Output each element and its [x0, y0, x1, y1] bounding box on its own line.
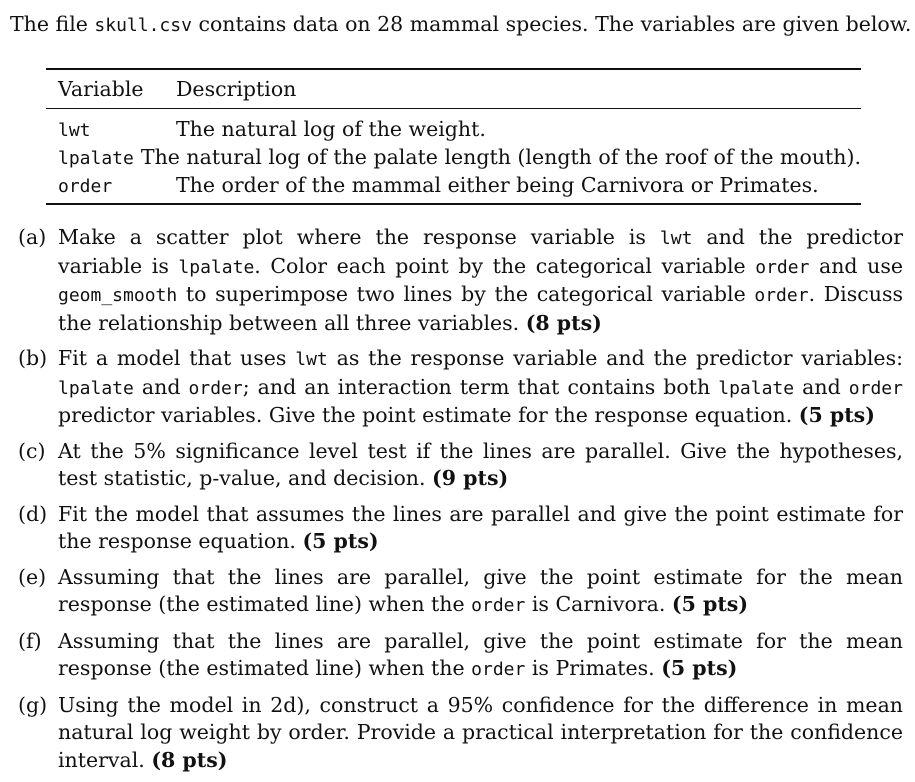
- code-term: order: [755, 256, 810, 278]
- question-text-run: . Discuss the relationship between all three variables.: [58, 282, 903, 335]
- code-term: lwt: [659, 228, 693, 249]
- question-text-run: is Primates.: [525, 656, 662, 680]
- question-text: [58, 501, 903, 556]
- question-text-run: ; and an interaction term that contains both: [242, 374, 719, 399]
- code-term: order: [754, 285, 809, 306]
- question-text-run: and use: [809, 253, 903, 278]
- question-text-run: to superimpose two lines by the categorical variable: [177, 282, 755, 306]
- question-text: [58, 628, 903, 684]
- question-text: [58, 438, 903, 493]
- question-text: [58, 224, 903, 337]
- question-text-run: Assuming that the lines are parallel, give the point estimate for the mean response (the estimated line) when the: [58, 564, 903, 616]
- points-value: (8 pts): [151, 747, 228, 772]
- table-header-variable: Variable: [58, 77, 144, 101]
- table-row-description: The natural log of the palate length (length of the roof of the mouth).: [140, 145, 861, 169]
- table-header-description: Description: [176, 77, 297, 101]
- table-row: [46, 115, 861, 143]
- table-row: [46, 143, 861, 171]
- points-value: (5 pts): [671, 592, 749, 616]
- intro-sentence: [10, 12, 911, 36]
- variable-table: [46, 68, 861, 205]
- question-text-run: Assuming that the lines are parallel, give the point estimate for the mean response (the estimated line) when the: [58, 628, 903, 680]
- table-row: [46, 171, 861, 199]
- question-text-run: Using the model in 2d), construct a 95% confidence for the difference in mean natural log weight by order. Provide a practical interpretation for the confidence interval.: [58, 692, 903, 772]
- code-term: lpalate: [178, 256, 255, 278]
- points-value: (9 pts): [432, 466, 509, 490]
- question-text-run: and: [133, 374, 189, 399]
- table-row-variable: lwt: [58, 120, 91, 141]
- question-label: (g): [18, 692, 48, 717]
- question-text: [58, 692, 903, 775]
- table-bottom-rule: [46, 203, 861, 205]
- points-value: (5 pts): [798, 403, 875, 427]
- table-row-variable: lpalate: [58, 148, 134, 169]
- question-item: [18, 438, 903, 493]
- question-text-run: is Carnivora.: [525, 592, 672, 616]
- question-label: (a): [18, 225, 47, 249]
- question-text: [58, 345, 903, 430]
- question-text-run: At the 5% significance level test if the lines are parallel. Give the hypotheses, test statistic, p-value, and decision.: [58, 438, 903, 490]
- question-item: [18, 501, 903, 556]
- question-text-run: and: [794, 374, 849, 399]
- question-text-run: as the response variable and the predictor variables:: [327, 346, 903, 370]
- question-item: [18, 692, 903, 775]
- code-term: order: [471, 595, 526, 616]
- question-text-run: Make a scatter plot where the response variable is: [58, 225, 660, 249]
- code-term: order: [471, 659, 526, 680]
- intro-prefix: The file: [10, 12, 95, 36]
- code-term: order: [188, 377, 243, 399]
- question-label: (c): [18, 438, 46, 463]
- table-row-description: The order of the mammal either being Carnivora or Primates.: [176, 173, 819, 197]
- code-term: lwt: [295, 349, 328, 370]
- question-text-run: Fit the model that assumes the lines are parallel and give the point estimate for the response equation.: [58, 501, 903, 553]
- table-row-description: The natural log of the weight.: [176, 117, 486, 141]
- code-term: order: [848, 377, 903, 399]
- question-text-run: predictor variables. Give the point estimate for the response equation.: [58, 403, 799, 427]
- table-header-row: [46, 70, 861, 108]
- question-label: (b): [18, 346, 48, 370]
- code-term: geom_smooth: [58, 285, 178, 306]
- question-item: [18, 224, 903, 337]
- question-item: [18, 345, 903, 430]
- points-value: (5 pts): [661, 656, 738, 680]
- question-item: [18, 628, 903, 684]
- intro-filename: skull.csv: [94, 15, 192, 36]
- question-text: [58, 564, 903, 620]
- intro-suffix: contains data on 28 mammal species. The variables are given below.: [191, 12, 912, 36]
- question-list: [18, 224, 903, 782]
- question-label: (d): [18, 501, 48, 526]
- table-row-variable: order: [58, 176, 113, 197]
- code-term: lpalate: [58, 377, 134, 399]
- points-value: (8 pts): [525, 310, 602, 335]
- question-item: [18, 564, 903, 620]
- points-value: (5 pts): [302, 529, 379, 553]
- code-term: lpalate: [718, 377, 795, 399]
- question-text-run: . Color each point by the categorical variable: [254, 253, 756, 278]
- question-text-run: Fit a model that uses: [58, 346, 296, 370]
- question-label: (e): [18, 564, 47, 589]
- question-text-run: and the predictor variable is: [58, 225, 904, 278]
- question-label: (f): [18, 628, 42, 653]
